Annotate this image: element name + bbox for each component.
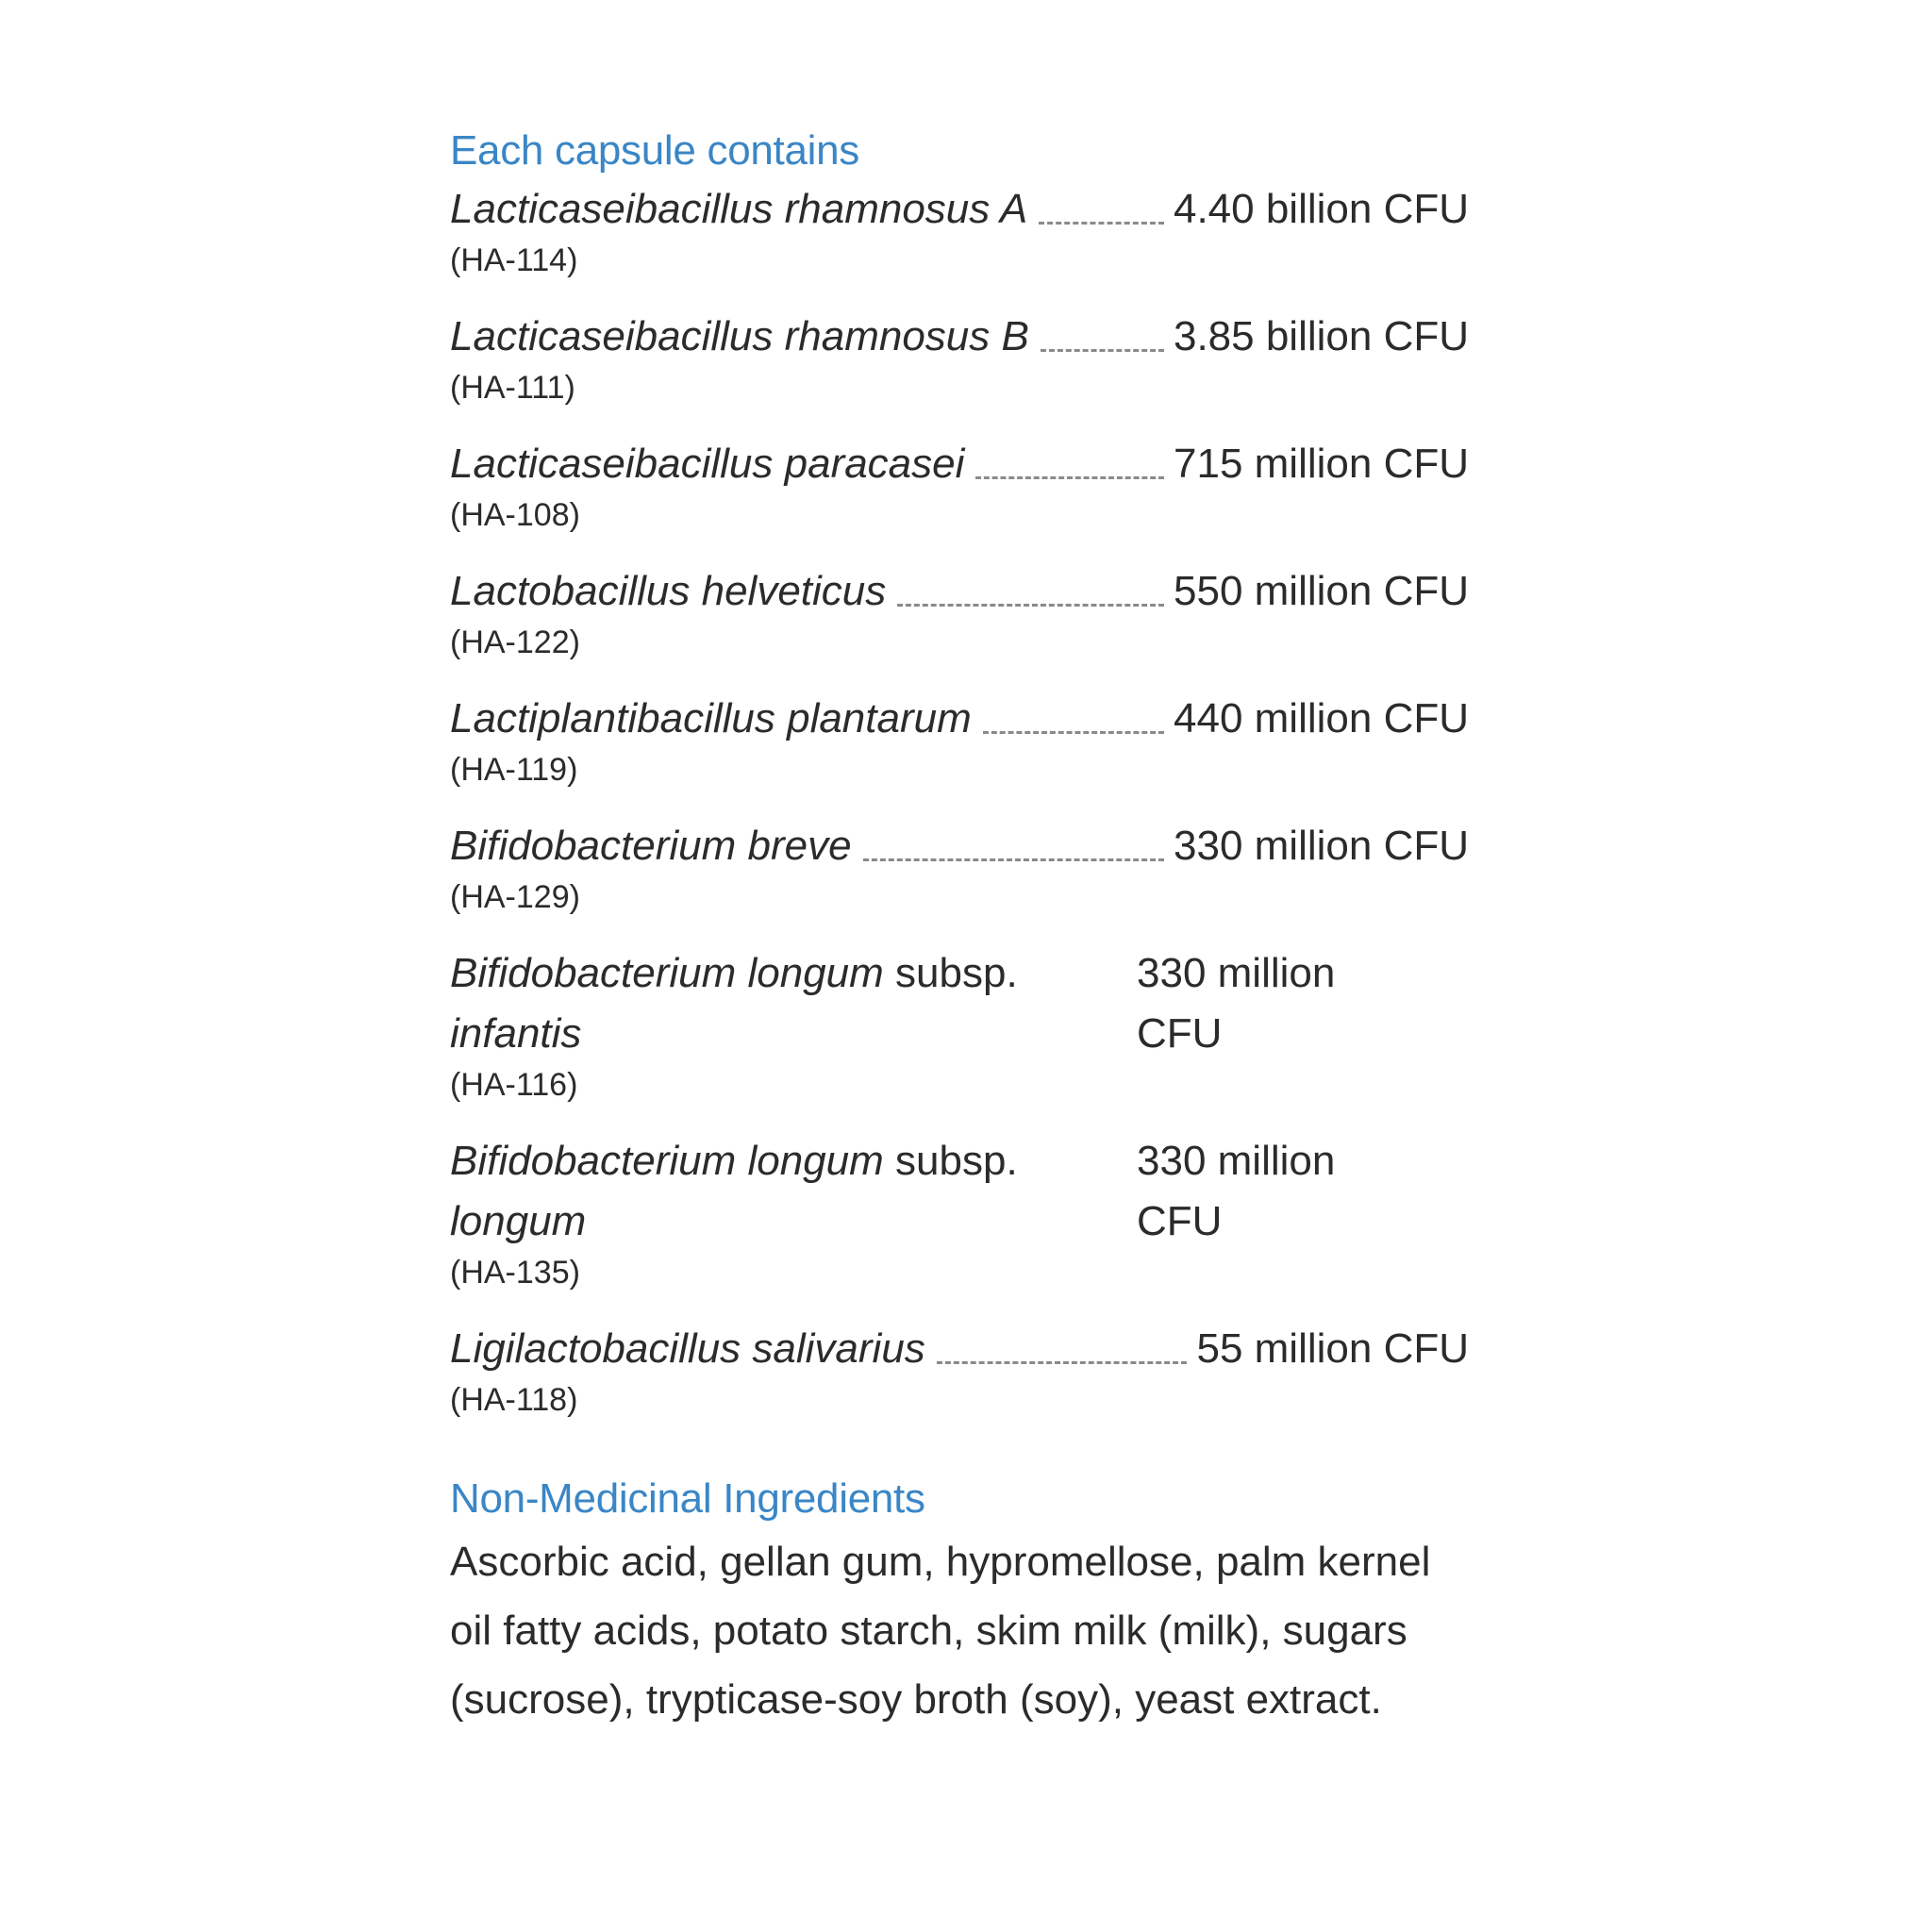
non-medicinal-text: Ascorbic acid, gellan gum, hypromellose, palm kernel oil fatty acids, potato starch, skim milk (milk), sugars (sucrose), trypticase-soy broth (soy), yeast extract. [450,1539,1431,1723]
ingredient-amount: 715 million CFU [1174,441,1469,487]
ingredient-name: Ligilactobacillus salivarius [450,1325,925,1372]
strain-code: (HA-108) [450,497,580,533]
ingredient-name: Bifidobacterium breve [450,823,852,869]
ingredient-amount: 330 million [1137,950,1336,996]
ingredient-row [450,689,1469,791]
dotted-leader [983,731,1164,734]
ingredient-amount: 55 million CFU [1196,1325,1469,1372]
ingredient-amount: 4.40 billion CFU [1173,186,1469,232]
ingredient-row [450,1131,1469,1293]
ingredient-name: Lactobacillus helveticus [450,568,887,614]
ingredient-row [450,561,1469,663]
dotted-leader [975,476,1164,479]
dotted-leader [863,858,1164,861]
ingredient-amount-line2: CFU [1137,1010,1223,1057]
non-medicinal-heading: Non-Medicinal Ingredients [450,1475,925,1522]
ingredient-amount: 3.85 billion CFU [1173,313,1469,359]
strain-code: (HA-114) [450,242,578,278]
dotted-leader [1041,349,1164,352]
ingredient-name: Lacticaseibacillus rhamnosus B [450,313,1029,359]
strain-code: (HA-111) [450,370,575,406]
ingredient-name: Bifidobacterium longum [450,1138,884,1184]
ingredient-name: Lactiplantibacillus plantarum [450,695,972,741]
dotted-leader [1039,222,1164,225]
each-capsule-heading: Each capsule contains [450,127,859,174]
dotted-leader [897,604,1164,607]
ingredient-name-line2: longum [450,1198,587,1244]
ingredient-amount-line2: CFU [1137,1198,1223,1244]
ingredient-name-line2: infantis [450,1010,582,1057]
ingredient-amount: 440 million CFU [1174,695,1469,741]
ingredient-row [450,943,1469,1106]
section-spacer [450,1446,1469,1471]
ingredient-name: Lacticaseibacillus rhamnosus A [450,186,1028,232]
strain-code: (HA-118) [450,1382,578,1418]
ingredient-row [450,816,1469,918]
ingredient-amount: 330 million CFU [1174,823,1469,869]
ingredient-amount: 330 million [1137,1138,1336,1184]
strain-code: (HA-119) [450,752,578,788]
strain-code: (HA-129) [450,879,580,915]
ingredient-row [450,179,1469,281]
dotted-leader [937,1361,1188,1364]
strain-code: (HA-116) [450,1067,578,1103]
ingredient-amount: 550 million CFU [1174,568,1469,614]
strain-code: (HA-135) [450,1255,580,1291]
strain-code: (HA-122) [450,625,580,660]
supplement-facts-panel [450,123,1469,1734]
ingredient-row [450,307,1469,408]
ingredient-name: Lacticaseibacillus paracasei [450,441,965,487]
ingredient-name: Bifidobacterium longum [450,950,884,996]
ingredient-name-qualifier: subsp. [895,1138,1018,1184]
ingredient-row [450,1319,1469,1421]
ingredient-name-qualifier: subsp. [895,950,1018,996]
ingredient-row [450,434,1469,536]
